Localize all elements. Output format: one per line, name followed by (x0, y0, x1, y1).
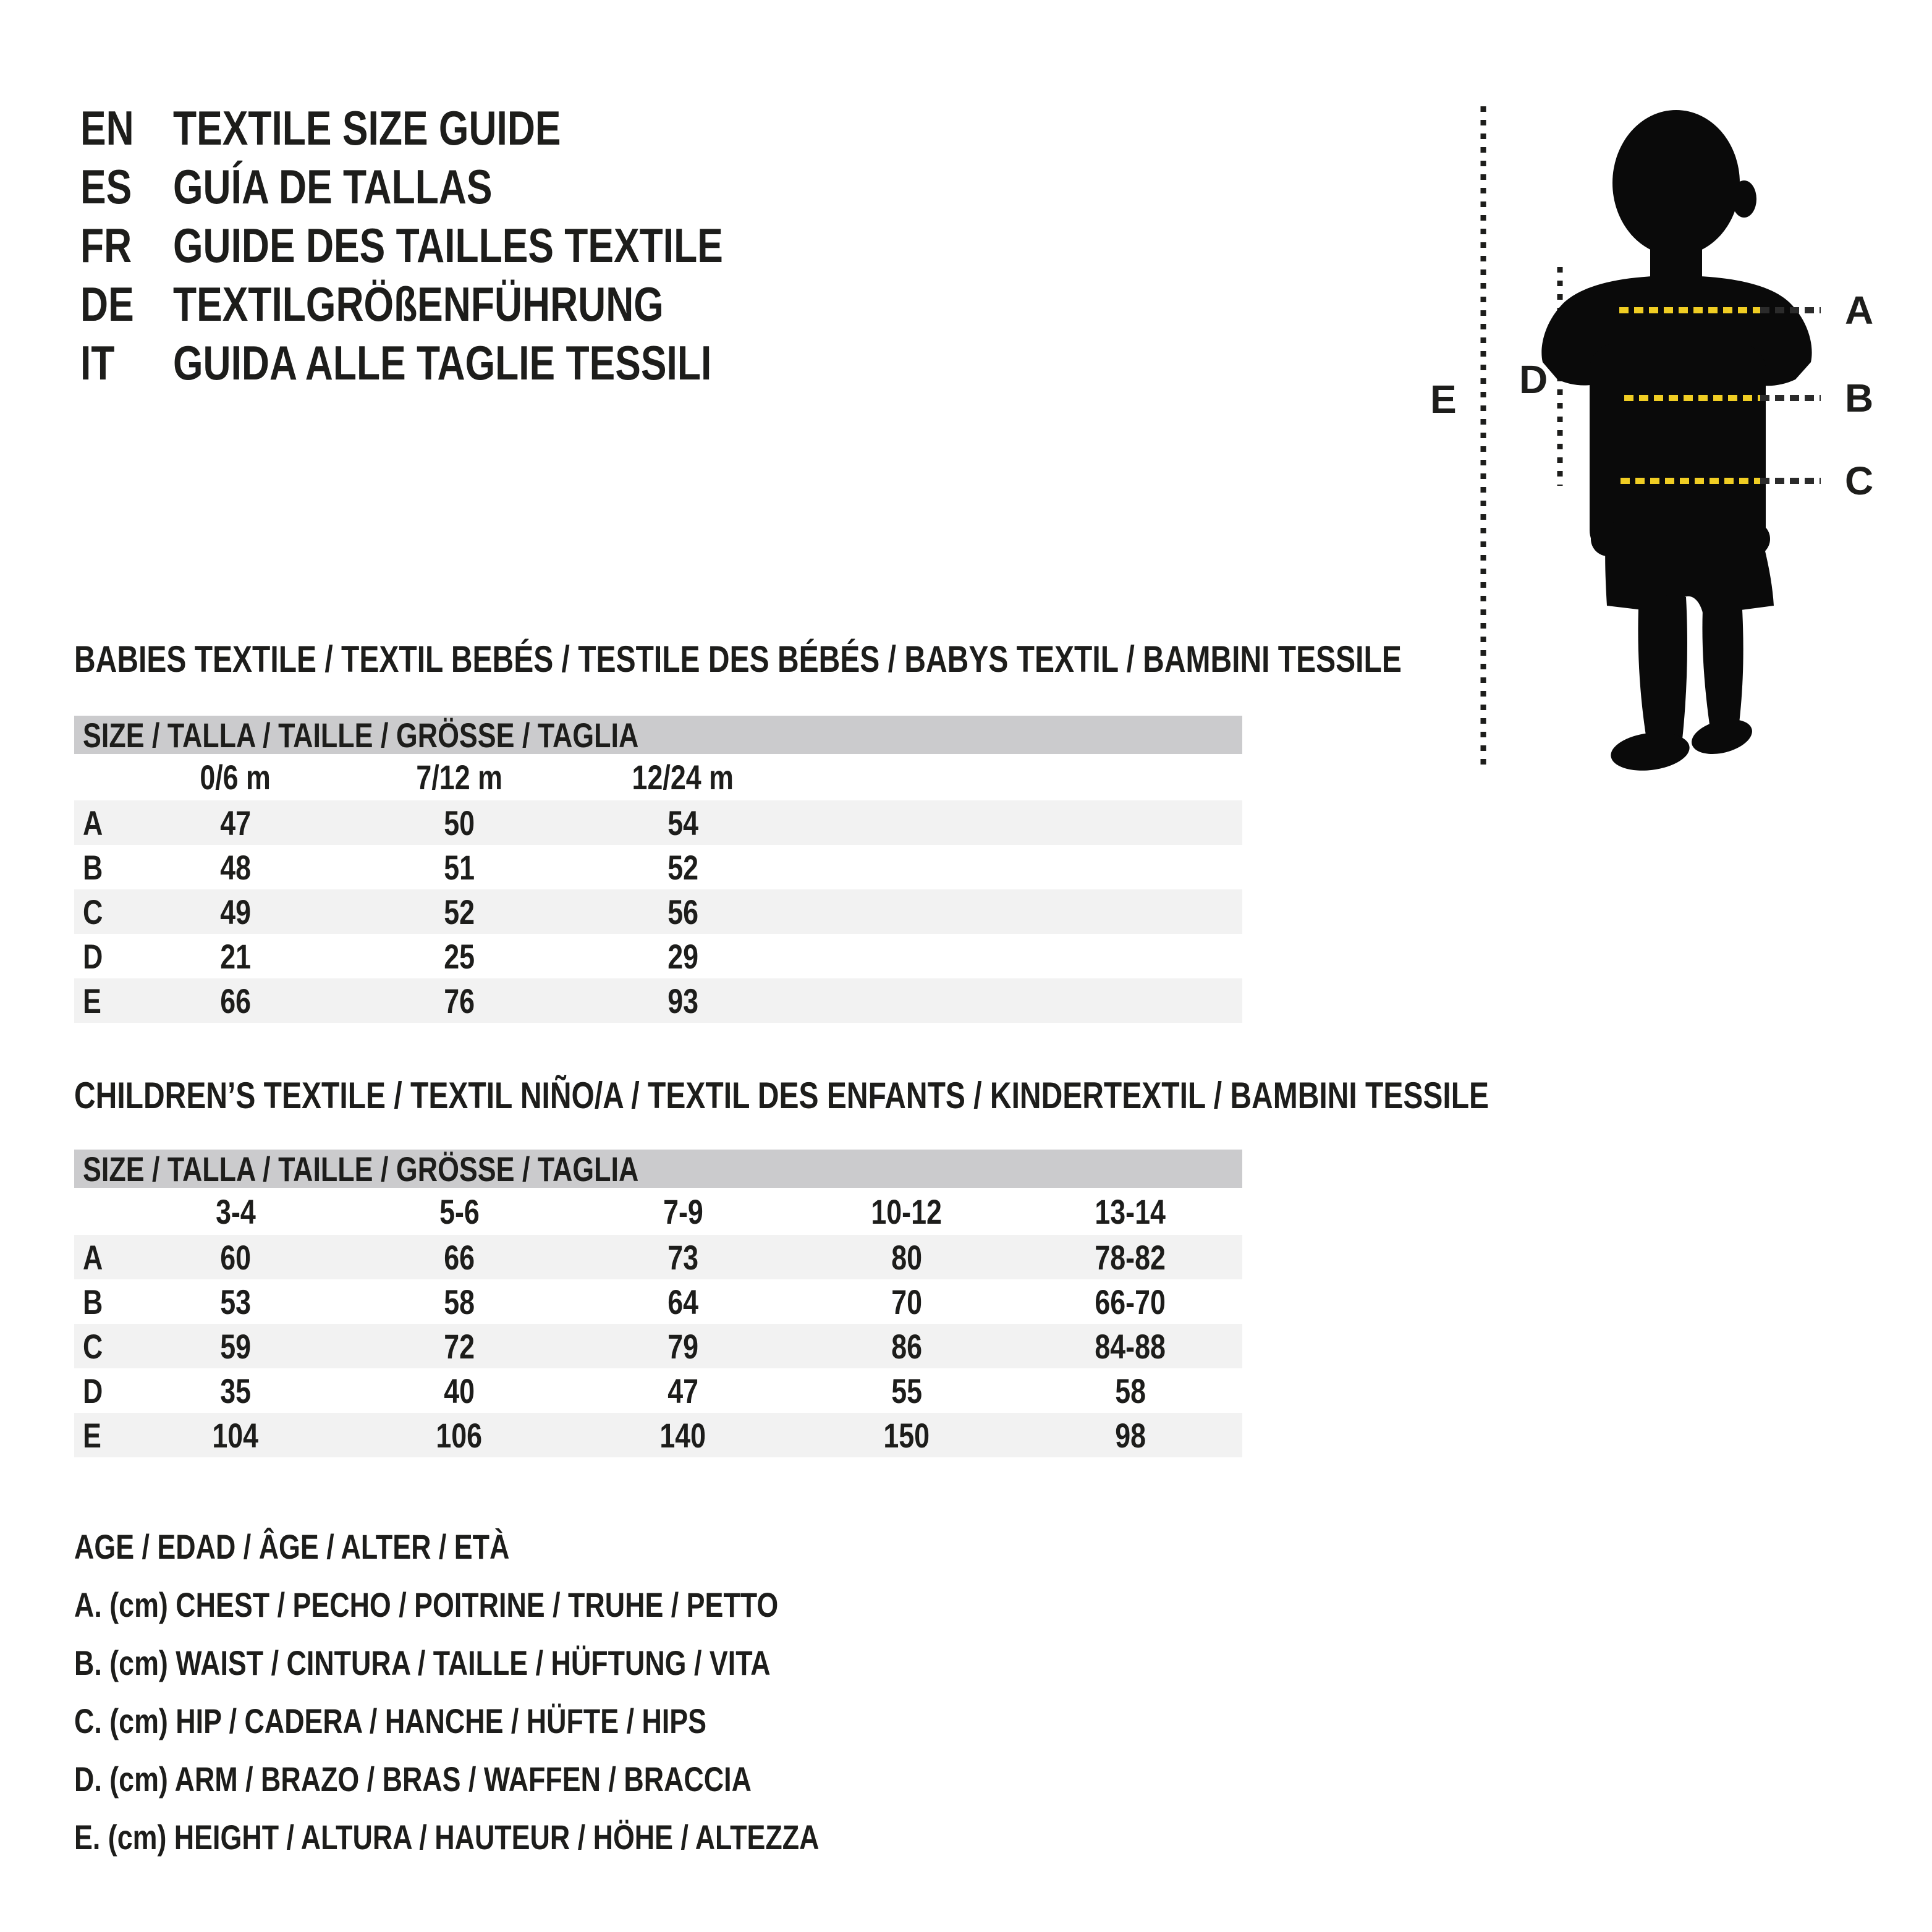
lang-title: GUÍA DE TALLAS (173, 159, 493, 214)
table-row (74, 889, 1242, 934)
measure-label-d: D (1519, 357, 1548, 402)
table-cell: 47 (220, 803, 251, 842)
lang-row-es (80, 158, 572, 216)
table-cell: 55 (891, 1371, 922, 1410)
lang-row-it (80, 334, 846, 392)
row-label: C (83, 1326, 103, 1366)
table-row (74, 1368, 1242, 1413)
legend-line-height: E. (cm) HEIGHT / ALTURA / HAUTEUR / HÖHE / ALTEZZA (74, 1817, 820, 1857)
table-header-bar: SIZE / TALLA / TAILLE / GRÖSSE / TAGLIA (74, 716, 1242, 754)
measure-label-c: C (1845, 459, 1874, 503)
row-label: B (83, 847, 103, 887)
table-cell: 106 (436, 1415, 483, 1455)
column-header: 5-6 (439, 1192, 480, 1231)
babies-section-heading: BABIES TEXTILE / TEXTIL BEBÉS / TESTILE DES BÉBÉS / BABYS TEXTIL / BAMBINI TESSILE (74, 638, 1402, 680)
column-header: 7-9 (663, 1192, 703, 1231)
table-row (74, 1279, 1242, 1324)
table-cell: 86 (891, 1326, 922, 1366)
table-cell: 56 (667, 892, 698, 931)
legend-line-waist: B. (cm) WAIST / CINTURA / TAILLE / HÜFTUNG / VITA (74, 1643, 771, 1682)
table-cell: 50 (444, 803, 475, 842)
lang-code: ES (80, 159, 132, 214)
table-cell: 66 (220, 981, 251, 1020)
measure-label-b: B (1845, 376, 1874, 420)
row-label: A (83, 803, 103, 842)
table-cell: 66 (444, 1237, 475, 1277)
table-cell: 60 (220, 1237, 251, 1277)
legend-line-arm: D. (cm) ARM / BRAZO / BRAS / WAFFEN / BRACCIA (74, 1759, 752, 1799)
table-cell: 140 (659, 1415, 706, 1455)
lang-title: TEXTILE SIZE GUIDE (173, 101, 561, 155)
table-cell: 35 (220, 1371, 251, 1410)
row-label: A (83, 1237, 103, 1277)
table-cell: 52 (444, 892, 475, 931)
table-cell: 51 (444, 847, 475, 887)
column-header: 7/12 m (416, 758, 502, 797)
table-cell: 104 (212, 1415, 259, 1455)
table-cell: 29 (667, 936, 698, 976)
lang-code: FR (80, 218, 132, 273)
table-cell: 49 (220, 892, 251, 931)
measurement-diagram (1409, 93, 1932, 803)
column-header: 0/6 m (200, 758, 271, 797)
row-label: D (83, 1371, 103, 1410)
table-row (74, 978, 1242, 1023)
table-cell: 78-82 (1095, 1237, 1166, 1277)
lang-title: TEXTILGRÖßENFÜHRUNG (173, 277, 664, 331)
row-label: B (83, 1282, 103, 1321)
lang-title: GUIDA ALLE TAGLIE TESSILI (173, 336, 712, 390)
column-header: 13-14 (1095, 1192, 1166, 1231)
table-cell: 80 (891, 1237, 922, 1277)
column-header: 3-4 (215, 1192, 256, 1231)
table-cell: 150 (883, 1415, 930, 1455)
table-cell: 66-70 (1095, 1282, 1166, 1321)
table-cell: 47 (667, 1371, 698, 1410)
table-cell: 64 (667, 1282, 698, 1321)
table-row (74, 845, 1242, 889)
table-cell: 54 (667, 803, 698, 842)
table-header-bar: SIZE / TALLA / TAILLE / GRÖSSE / TAGLIA (74, 1150, 1242, 1188)
table-cell: 58 (444, 1282, 475, 1321)
column-header-row (74, 1188, 1242, 1235)
legend-line-hip: C. (cm) HIP / CADERA / HANCHE / HÜFTE / HIPS (74, 1701, 707, 1740)
lang-row-de (80, 275, 786, 334)
table-cell: 70 (891, 1282, 922, 1321)
table-cell: 84-88 (1095, 1326, 1166, 1366)
table-cell: 52 (667, 847, 698, 887)
column-header-row (74, 754, 1242, 800)
table-cell: 98 (1115, 1415, 1146, 1455)
table-cell: 93 (667, 981, 698, 1020)
table-cell: 73 (667, 1237, 698, 1277)
children-size-table (74, 1150, 1242, 1457)
column-header: 10-12 (871, 1192, 943, 1231)
legend-line-chest: A. (cm) CHEST / PECHO / POITRINE / TRUHE / PETTO (74, 1585, 779, 1624)
table-cell: 53 (220, 1282, 251, 1321)
table-cell: 21 (220, 936, 251, 976)
lang-row-en (80, 99, 658, 158)
row-label: E (83, 1415, 101, 1455)
legend-line-age: AGE / EDAD / ÂGE / ALTER / ETÀ (74, 1527, 510, 1566)
lang-code: DE (80, 277, 134, 331)
table-cell: 72 (444, 1326, 475, 1366)
table-row (74, 1413, 1242, 1457)
babies-size-table (74, 716, 1242, 1023)
column-header: 12/24 m (632, 758, 734, 797)
table-row (74, 934, 1242, 978)
lang-code: IT (80, 336, 115, 390)
measure-label-a: A (1845, 288, 1874, 333)
table-cell: 59 (220, 1326, 251, 1366)
row-label: D (83, 936, 103, 976)
table-row (74, 1324, 1242, 1368)
measure-label-e: E (1430, 377, 1457, 422)
lang-row-fr (80, 216, 860, 275)
table-row (74, 1235, 1242, 1279)
table-cell: 25 (444, 936, 475, 976)
row-label: C (83, 892, 103, 931)
table-cell: 76 (444, 981, 475, 1020)
table-row (74, 800, 1242, 845)
table-cell: 79 (667, 1326, 698, 1366)
lang-title: GUIDE DES TAILLES TEXTILE (173, 218, 723, 273)
table-cell: 58 (1115, 1371, 1146, 1410)
row-label: E (83, 981, 101, 1020)
table-cell: 48 (220, 847, 251, 887)
children-section-heading: CHILDREN’S TEXTILE / TEXTIL NIÑO/A / TEXTIL DES ENFANTS / KINDERTEXTIL / BAMBINI TESSILE (74, 1074, 1489, 1116)
lang-code: EN (80, 101, 134, 155)
table-cell: 40 (444, 1371, 475, 1410)
